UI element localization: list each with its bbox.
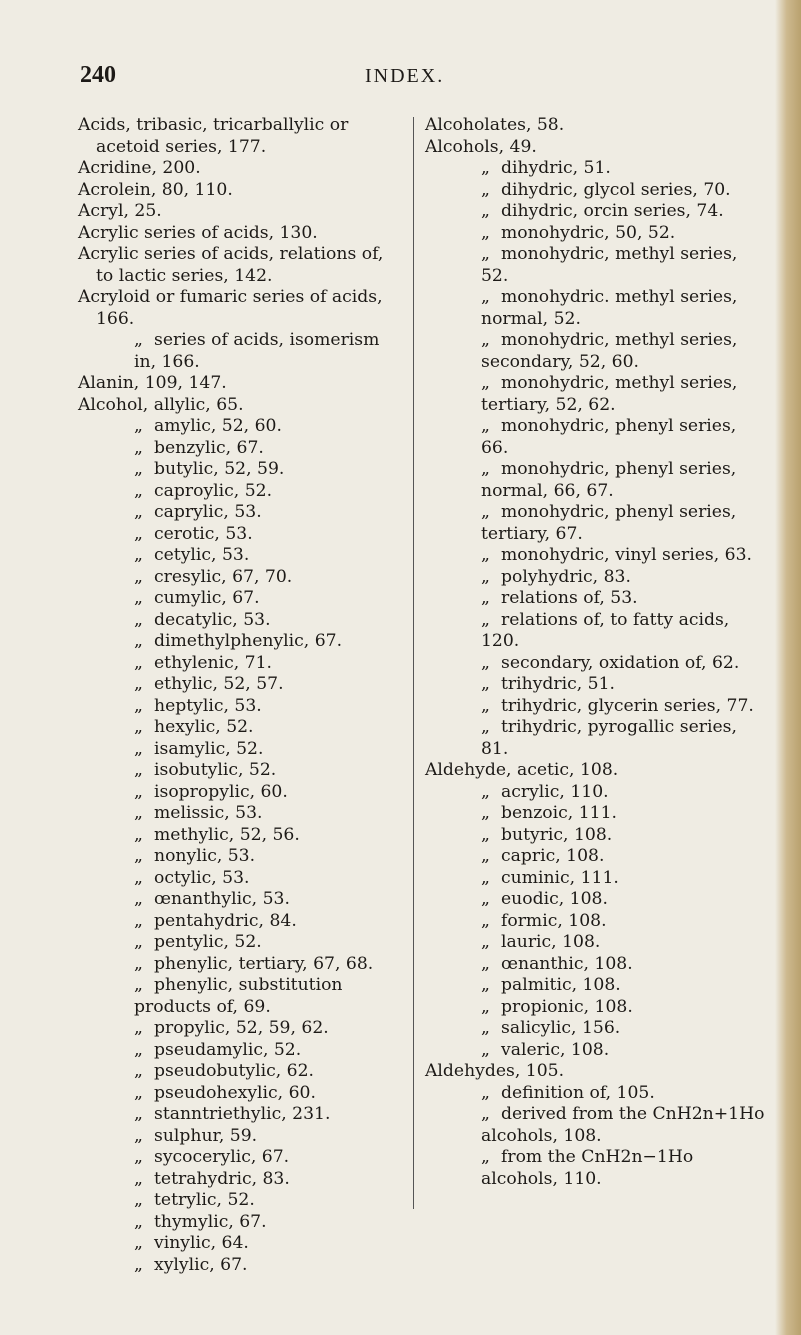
index-subentry: [78, 1126, 404, 1148]
index-subentry: [78, 588, 404, 610]
index-subentry: [425, 889, 765, 911]
entry-text: cumylic, 67.: [154, 588, 260, 608]
entry-text: monohydric, methyl series, secondary, 52, 60.: [481, 330, 738, 372]
index-entry: [78, 395, 404, 417]
entry-text: capric, 108.: [501, 846, 605, 866]
entry-text: dihydric, orcin series, 74.: [501, 201, 724, 221]
index-subentry: [425, 782, 765, 804]
ditto-mark: „: [481, 201, 490, 221]
entry-text: sycocerylic, 67.: [154, 1147, 290, 1167]
entry-text: monohydric, phenyl series, tertiary, 67.: [481, 502, 737, 544]
entry-text: monohydric, methyl series, 52.: [481, 244, 738, 286]
page-number: 240: [80, 62, 116, 88]
entry-text: euodic, 108.: [501, 889, 608, 909]
entry-text: Alcoholates, 58.: [425, 115, 565, 135]
ditto-mark: „: [481, 1147, 490, 1167]
index-subentry: [78, 1147, 404, 1169]
index-subentry: [425, 954, 765, 976]
ditto-mark: „: [134, 545, 143, 565]
ditto-mark: „: [134, 760, 143, 780]
ditto-mark: „: [134, 738, 143, 759]
index-subentry: [78, 1190, 404, 1212]
entry-text: monohydric, vinyl series, 63.: [501, 545, 753, 565]
entry-text: Alanin, 109, 147.: [78, 373, 227, 393]
index-subentry: [78, 782, 404, 804]
ditto-mark: „: [481, 1039, 490, 1060]
entry-text: Acrolein, 80, 110.: [78, 179, 233, 200]
index-subentry: [425, 223, 765, 245]
entry-text: thymylic, 67.: [154, 1211, 267, 1232]
entry-text: monohydric, phenyl series, normal, 66, 67.: [481, 459, 737, 501]
index-subentry: [78, 524, 404, 546]
entry-text: octylic, 53.: [154, 867, 250, 888]
entry-text: Alcohol, allylic, 65.: [78, 394, 244, 415]
entry-text: pentylic, 52.: [154, 932, 262, 952]
ditto-mark: „: [481, 717, 490, 737]
entry-text: sulphur, 59.: [154, 1125, 258, 1146]
ditto-mark: „: [134, 523, 143, 544]
index-subentry: [78, 846, 404, 868]
entry-text: Acrylic series of acids, relations of, to lactic series, 142.: [78, 244, 384, 286]
ditto-mark: „: [134, 1190, 143, 1210]
ditto-mark: „: [481, 330, 490, 350]
index-subentry: [78, 1212, 404, 1234]
entry-text: xylylic, 67.: [154, 1254, 248, 1275]
ditto-mark: „: [134, 910, 143, 931]
index-subentry: [78, 481, 404, 503]
ditto-mark: „: [134, 846, 143, 866]
index-column-left: [78, 115, 404, 1276]
index-subentry: [425, 674, 765, 696]
ditto-mark: „: [481, 1082, 490, 1103]
index-subentry: [78, 653, 404, 675]
ditto-mark: „: [134, 459, 143, 479]
entry-text: Aldehydes, 105.: [425, 1061, 565, 1081]
index-subentry: [425, 1083, 765, 1105]
entry-text: benzoic, 111.: [501, 803, 617, 823]
entry-text: polyhydric, 83.: [501, 566, 631, 587]
ditto-mark: „: [134, 1254, 143, 1275]
entry-text: relations of, 53.: [501, 588, 638, 608]
entry-text: decatylic, 53.: [154, 609, 271, 630]
ditto-mark: „: [134, 1061, 143, 1081]
index-subentry: [78, 911, 404, 933]
index-subentry: [78, 1040, 404, 1062]
ditto-mark: „: [481, 416, 490, 436]
index-subentry: [78, 739, 404, 761]
index-subentry: [78, 416, 404, 438]
entry-text: lauric, 108.: [501, 932, 601, 952]
index-subentry: [78, 674, 404, 696]
index-subentry: [78, 610, 404, 632]
entry-text: tetrahydric, 83.: [154, 1168, 290, 1189]
ditto-mark: „: [134, 609, 143, 630]
ditto-mark: „: [134, 781, 143, 802]
ditto-mark: „: [134, 695, 143, 716]
ditto-mark: „: [134, 1168, 143, 1189]
entry-text: trihydric, pyrogallic series, 81.: [481, 717, 737, 759]
ditto-mark: „: [134, 674, 143, 694]
index-subentry: [425, 567, 765, 589]
ditto-mark: „: [134, 1147, 143, 1167]
index-subentry: [78, 502, 404, 524]
index-entry: [425, 137, 765, 159]
index-subentry: [425, 932, 765, 954]
index-subentry: [425, 1040, 765, 1062]
entry-text: series of acids, isomerism in, 166.: [134, 330, 380, 372]
index-subentry: [425, 502, 765, 545]
entry-text: Acrylic series of acids, 130.: [78, 222, 318, 243]
index-entry: [425, 1061, 765, 1083]
index-subentry: [425, 1147, 765, 1190]
index-entry: [78, 244, 404, 287]
ditto-mark: „: [134, 416, 143, 436]
index-subentry: [78, 459, 404, 481]
index-subentry: [78, 760, 404, 782]
ditto-mark: „: [481, 588, 490, 608]
entry-text: pseudohexylic, 60.: [154, 1082, 316, 1103]
ditto-mark: „: [134, 330, 143, 350]
ditto-mark: „: [134, 566, 143, 587]
entry-text: heptylic, 53.: [154, 695, 262, 716]
index-subentry: [78, 889, 404, 911]
ditto-mark: „: [134, 1233, 143, 1253]
entry-text: cuminic, 111.: [501, 867, 619, 888]
entry-text: tetrylic, 52.: [154, 1190, 255, 1210]
entry-text: pseudamylic, 52.: [154, 1039, 302, 1060]
ditto-mark: „: [481, 867, 490, 888]
index-subentry: [78, 825, 404, 847]
index-subentry: [78, 868, 404, 890]
ditto-mark: „: [481, 953, 490, 974]
ditto-mark: „: [134, 1018, 143, 1038]
entry-text: nonylic, 53.: [154, 846, 256, 866]
index-subentry: [78, 1083, 404, 1105]
ditto-mark: „: [481, 566, 490, 587]
entry-text: œnanthylic, 53.: [154, 889, 290, 909]
entry-text: Acryloid or fumaric series of acids, 166.: [78, 287, 383, 329]
ditto-mark: „: [481, 1018, 490, 1038]
entry-text: cerotic, 53.: [154, 523, 253, 544]
entry-text: benzylic, 67.: [154, 437, 264, 458]
index-subentry: [425, 1104, 765, 1147]
index-subentry: [78, 975, 404, 1018]
entry-text: isamylic, 52.: [154, 738, 264, 759]
index-entry: [425, 760, 765, 782]
index-subentry: [78, 932, 404, 954]
entry-text: valeric, 108.: [501, 1039, 610, 1060]
index-subentry: [78, 803, 404, 825]
ditto-mark: „: [481, 652, 490, 673]
index-subentry: [78, 567, 404, 589]
index-subentry: [425, 244, 765, 287]
index-subentry: [78, 717, 404, 739]
ditto-mark: „: [481, 244, 490, 264]
index-subentry: [425, 975, 765, 997]
entry-text: caproylic, 52.: [154, 480, 273, 501]
ditto-mark: „: [481, 996, 490, 1017]
ditto-mark: „: [134, 803, 143, 823]
ditto-mark: „: [481, 803, 490, 823]
entry-text: palmitic, 108.: [501, 975, 621, 995]
index-subentry: [425, 158, 765, 180]
index-subentry: [425, 201, 765, 223]
ditto-mark: „: [134, 502, 143, 522]
index-subentry: [78, 438, 404, 460]
ditto-mark: „: [481, 158, 490, 178]
ditto-mark: „: [481, 609, 490, 630]
ditto-mark: „: [481, 674, 490, 694]
entry-text: acrylic, 110.: [501, 781, 609, 802]
entry-text: monohydric, methyl series, tertiary, 52, 62.: [481, 373, 738, 415]
ditto-mark: „: [134, 889, 143, 909]
ditto-mark: „: [134, 953, 143, 974]
index-subentry: [78, 1233, 404, 1255]
ditto-mark: „: [134, 1082, 143, 1103]
index-subentry: [425, 545, 765, 567]
entry-text: trihydric, 51.: [501, 674, 616, 694]
entry-text: propylic, 52, 59, 62.: [154, 1018, 329, 1038]
entry-text: from the CnH2n−1Ho alcohols, 110.: [481, 1147, 694, 1189]
ditto-mark: „: [481, 932, 490, 952]
index-subentry: [425, 610, 765, 653]
ditto-mark: „: [134, 1104, 143, 1124]
ditto-mark: „: [134, 480, 143, 501]
index-entry: [78, 373, 404, 395]
index-subentry: [78, 1018, 404, 1040]
entry-text: Acridine, 200.: [78, 158, 201, 178]
ditto-mark: „: [481, 695, 490, 716]
ditto-mark: „: [481, 824, 490, 845]
entry-text: trihydric, glycerin series, 77.: [501, 695, 754, 716]
entry-text: œnanthic, 108.: [501, 953, 633, 974]
index-subentry: [425, 1018, 765, 1040]
ditto-mark: „: [481, 287, 490, 307]
index-subentry: [425, 696, 765, 718]
ditto-mark: „: [134, 437, 143, 458]
ditto-mark: „: [481, 889, 490, 909]
ditto-mark: „: [481, 502, 490, 522]
ditto-mark: „: [134, 631, 143, 651]
entry-text: stanntriethylic, 231.: [154, 1104, 331, 1124]
index-entry: [78, 223, 404, 245]
ditto-mark: „: [481, 459, 490, 479]
index-entry: [78, 115, 404, 158]
column-divider: [413, 117, 414, 1209]
ditto-mark: „: [481, 975, 490, 995]
index-subentry: [78, 696, 404, 718]
entry-text: Alcohols, 49.: [425, 136, 537, 157]
ditto-mark: „: [134, 1211, 143, 1232]
entry-text: monohydric. methyl series, normal, 52.: [481, 287, 738, 329]
entry-text: propionic, 108.: [501, 996, 633, 1017]
ditto-mark: „: [481, 1104, 490, 1124]
entry-text: dihydric, glycol series, 70.: [501, 179, 731, 200]
index-subentry: [425, 997, 765, 1019]
index-subentry: [78, 1104, 404, 1126]
ditto-mark: „: [481, 179, 490, 200]
index-subentry: [78, 1061, 404, 1083]
ditto-mark: „: [481, 781, 490, 802]
index-subentry: [425, 287, 765, 330]
ditto-mark: „: [134, 1125, 143, 1146]
index-entry: [78, 158, 404, 180]
entry-text: pseudobutylic, 62.: [154, 1061, 314, 1081]
entry-text: pentahydric, 84.: [154, 910, 297, 931]
index-subentry: [425, 330, 765, 373]
entry-text: hexylic, 52.: [154, 717, 254, 737]
entry-text: melissic, 53.: [154, 803, 263, 823]
index-subentry: [78, 954, 404, 976]
index-subentry: [425, 803, 765, 825]
ditto-mark: „: [134, 932, 143, 952]
entry-text: dihydric, 51.: [501, 158, 611, 178]
ditto-mark: „: [134, 1039, 143, 1060]
ditto-mark: „: [134, 824, 143, 845]
entry-text: secondary, oxidation of, 62.: [501, 652, 740, 673]
ditto-mark: „: [481, 910, 490, 931]
index-subentry: [425, 459, 765, 502]
index-entry: [78, 201, 404, 223]
entry-text: butylic, 52, 59.: [154, 459, 285, 479]
index-subentry: [78, 545, 404, 567]
entry-text: dimethylphenylic, 67.: [154, 631, 343, 651]
index-column-right: [425, 115, 765, 1190]
ditto-mark: „: [134, 717, 143, 737]
index-subentry: [425, 653, 765, 675]
index-entry: [78, 287, 404, 330]
page-header: [0, 62, 801, 92]
index-subentry: [425, 846, 765, 868]
entry-text: ethylic, 52, 57.: [154, 674, 284, 694]
entry-text: caprylic, 53.: [154, 502, 262, 522]
entry-text: salicylic, 156.: [501, 1018, 621, 1038]
index-entry: [78, 180, 404, 202]
ditto-mark: „: [481, 373, 490, 393]
entry-text: butyric, 108.: [501, 824, 613, 845]
ditto-mark: „: [481, 545, 490, 565]
index-subentry: [425, 588, 765, 610]
ditto-mark: „: [134, 867, 143, 888]
ditto-mark: „: [134, 588, 143, 608]
entry-text: Acryl, 25.: [78, 201, 162, 221]
ditto-mark: „: [481, 846, 490, 866]
entry-text: derived from the CnH2n+1Ho alcohols, 108.: [481, 1104, 765, 1146]
entry-text: cetylic, 53.: [154, 545, 250, 565]
entry-text: amylic, 52, 60.: [154, 416, 282, 436]
index-subentry: [425, 868, 765, 890]
index-subentry: [78, 1169, 404, 1191]
index-subentry: [425, 911, 765, 933]
index-entry: [425, 115, 765, 137]
entry-text: phenylic, tertiary, 67, 68.: [154, 953, 374, 974]
entry-text: ethylenic, 71.: [154, 652, 272, 673]
index-subentry: [425, 373, 765, 416]
index-subentry: [425, 825, 765, 847]
index-subentry: [425, 180, 765, 202]
entry-text: monohydric, phenyl series, 66.: [481, 416, 737, 458]
ditto-mark: „: [134, 975, 143, 995]
entry-text: formic, 108.: [501, 910, 607, 931]
ditto-mark: „: [134, 652, 143, 673]
entry-text: definition of, 105.: [501, 1082, 655, 1103]
running-head: INDEX.: [365, 65, 445, 87]
ditto-mark: „: [481, 222, 490, 243]
index-subentry: [425, 717, 765, 760]
entry-text: isobutylic, 52.: [154, 760, 277, 780]
entry-text: Acids, tribasic, tricarballylic or acetoid series, 177.: [78, 115, 349, 157]
entry-text: isopropylic, 60.: [154, 781, 288, 802]
index-subentry: [78, 330, 404, 373]
entry-text: cresylic, 67, 70.: [154, 566, 293, 587]
entry-text: vinylic, 64.: [154, 1233, 249, 1253]
index-subentry: [78, 1255, 404, 1277]
book-spine-edge: [775, 0, 801, 1335]
entry-text: Aldehyde, acetic, 108.: [425, 760, 619, 780]
entry-text: methylic, 52, 56.: [154, 824, 300, 845]
entry-text: relations of, to fatty acids, 120.: [481, 609, 730, 651]
index-subentry: [425, 416, 765, 459]
index-subentry: [78, 631, 404, 653]
entry-text: phenylic, substitution products of, 69.: [134, 975, 343, 1017]
entry-text: monohydric, 50, 52.: [501, 222, 676, 243]
